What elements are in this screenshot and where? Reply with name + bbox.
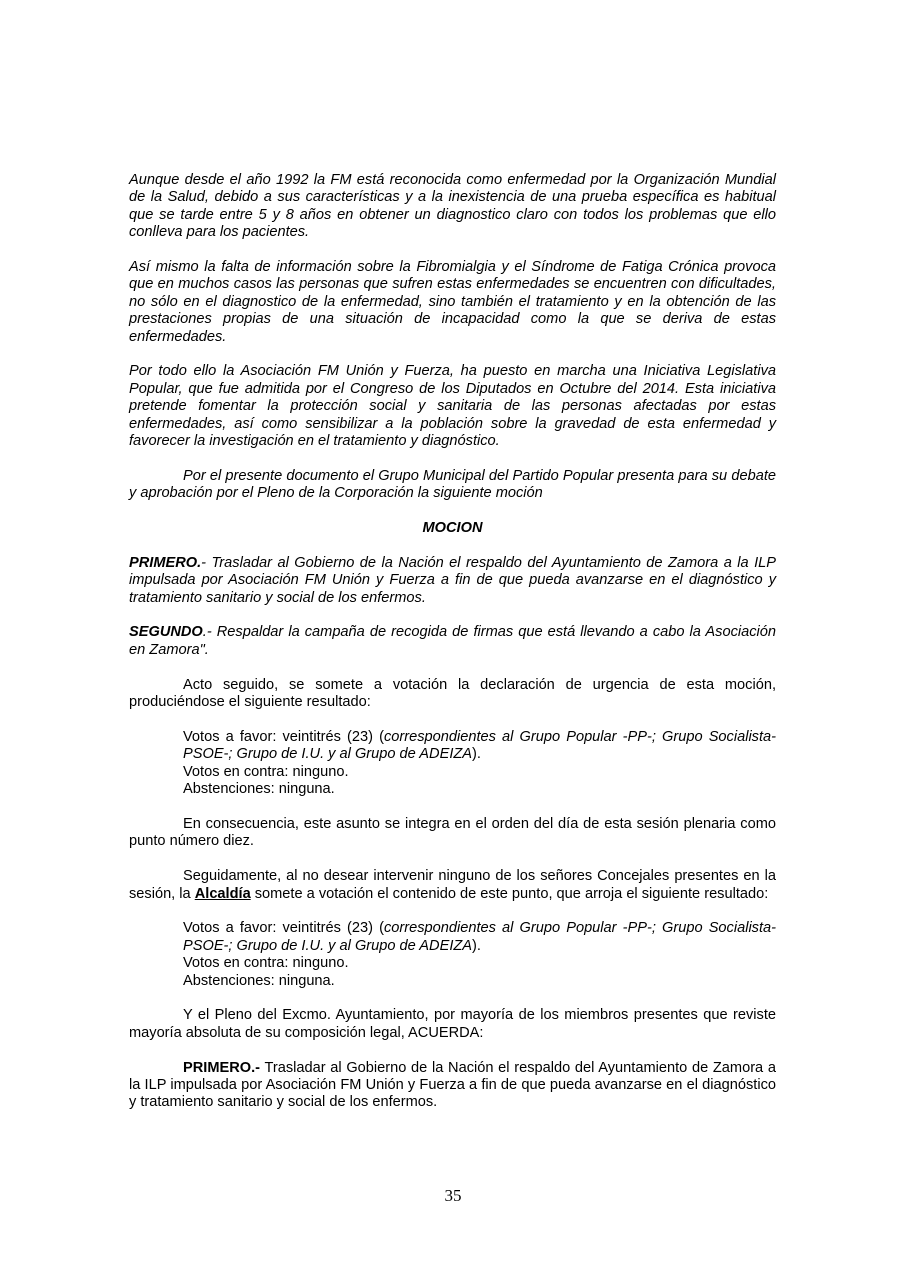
mocion-primero-label: PRIMERO.	[129, 554, 202, 571]
alcaldia-link: Alcaldía	[194, 885, 251, 902]
motion-vote-results	[183, 920, 776, 990]
paragraph-ilp-initiative: Por todo ello la Asociación FM Unión y Fuerza, ha puesto en marcha una Iniciativa Legislativa Popular, que fue admitida por el Congreso de los Diputados en Octubre del 2014. Esta iniciativa pretende fomentar la protección social y sanitaria de las personas afectadas por estas enfermedades, así como sensibilizar a la población sobre la gravedad de esta enfermedad y favorecer la investigación en el tratamiento y diagnóstico.	[129, 363, 776, 450]
urgency-vote-results	[183, 729, 776, 799]
urgency-votes-against: Votos en contra: ninguno.	[183, 763, 349, 780]
paragraph-consequence: En consecuencia, este asunto se integra en el orden del día de esta sesión plenaria como punto número diez.	[129, 815, 776, 850]
urgency-abstentions: Abstenciones: ninguna.	[183, 781, 335, 798]
document-page	[129, 172, 776, 1112]
paragraph-vote-intro: Seguidamente, al no desear intervenir ninguno de los señores Concejales presentes en la sesión, la Alcaldía somete a votación el contenido de este punto, que arroja el siguiente resultado:	[129, 868, 776, 902]
acuerdo-primero: PRIMERO.- Trasladar al Gobierno de la Nación el respaldo del Ayuntamiento de Zamora a la ILP impulsada por Asociación FM Unión y Fuerza a fin de que pueda avanzarse en el diagnóstico y tratamiento sanitario y social de los enfermos.	[129, 1059, 776, 1111]
motion-votes-against: Votos en contra: ninguno.	[183, 955, 349, 972]
motion-votes-favor: Votos a favor: veintitrés (23) (correspondientes al Grupo Popular -PP-; Grupo Socialista- PSOE-; Grupo de I.U. y al Grupo de ADEIZA).	[183, 920, 777, 954]
mocion-segundo: SEGUNDO.- Respaldar la campaña de recogida de firmas que está llevando a cabo la Asociación en Zamora".	[129, 624, 776, 658]
paragraph-fm-recognition: Aunque desde el año 1992 la FM está reconocida como enfermedad por la Organización Mundial de la Salud, debido a sus características y a la inexistencia de una prueba específica es habitual que se tarde entre 5 y 8 años en obtener un diagnostico claro con todos los problemas que ello conlleva para los pacientes.	[129, 172, 776, 241]
mocion-segundo-label: SEGUNDO	[129, 624, 203, 641]
acuerdo-primero-label: PRIMERO.-	[183, 1059, 261, 1076]
mocion-heading: MOCION	[422, 520, 483, 537]
motion-abstentions: Abstenciones: ninguna.	[183, 972, 335, 989]
paragraph-motion-presentation: Por el presente documento el Grupo Municipal del Partido Popular presenta para su debate y aprobación por el Pleno de la Corporación la siguiente moción	[129, 467, 776, 502]
paragraph-lack-information: Así mismo la falta de información sobre la Fibromialgia y el Síndrome de Fatiga Crónica provoca que en muchos casos las personas que sufren estas enfermedades se encuentren con dificultades, no sólo en el diagnostico de la enfermedad, sino también el tratamiento y en la obtención de las prestaciones propias de una situación de incapacidad como la que se deriva de estas enfermedades.	[129, 259, 776, 345]
urgency-votes-favor: Votos a favor: veintitrés (23) (correspondientes al Grupo Popular -PP-; Grupo Socialista- PSOE-; Grupo de I.U. y al Grupo de ADEIZA).	[183, 728, 777, 763]
mocion-primero: PRIMERO.- Trasladar al Gobierno de la Nación el respaldo del Ayuntamiento de Zamora a la ILP impulsada por Asociación FM Unión y Fuerza a fin de que pueda avanzarse en el diagnóstico y tratamiento sanitario y social de los enfermos.	[129, 554, 776, 606]
paragraph-acuerda: Y el Pleno del Excmo. Ayuntamiento, por mayoría de los miembros presentes que reviste mayoría absoluta de su composición legal, ACUERDA:	[129, 1007, 776, 1041]
page-number: 35	[444, 1186, 462, 1205]
urgency-vote-intro: Acto seguido, se somete a votación la declaración de urgencia de esta moción, produciéndose el siguiente resultado:	[129, 676, 776, 711]
